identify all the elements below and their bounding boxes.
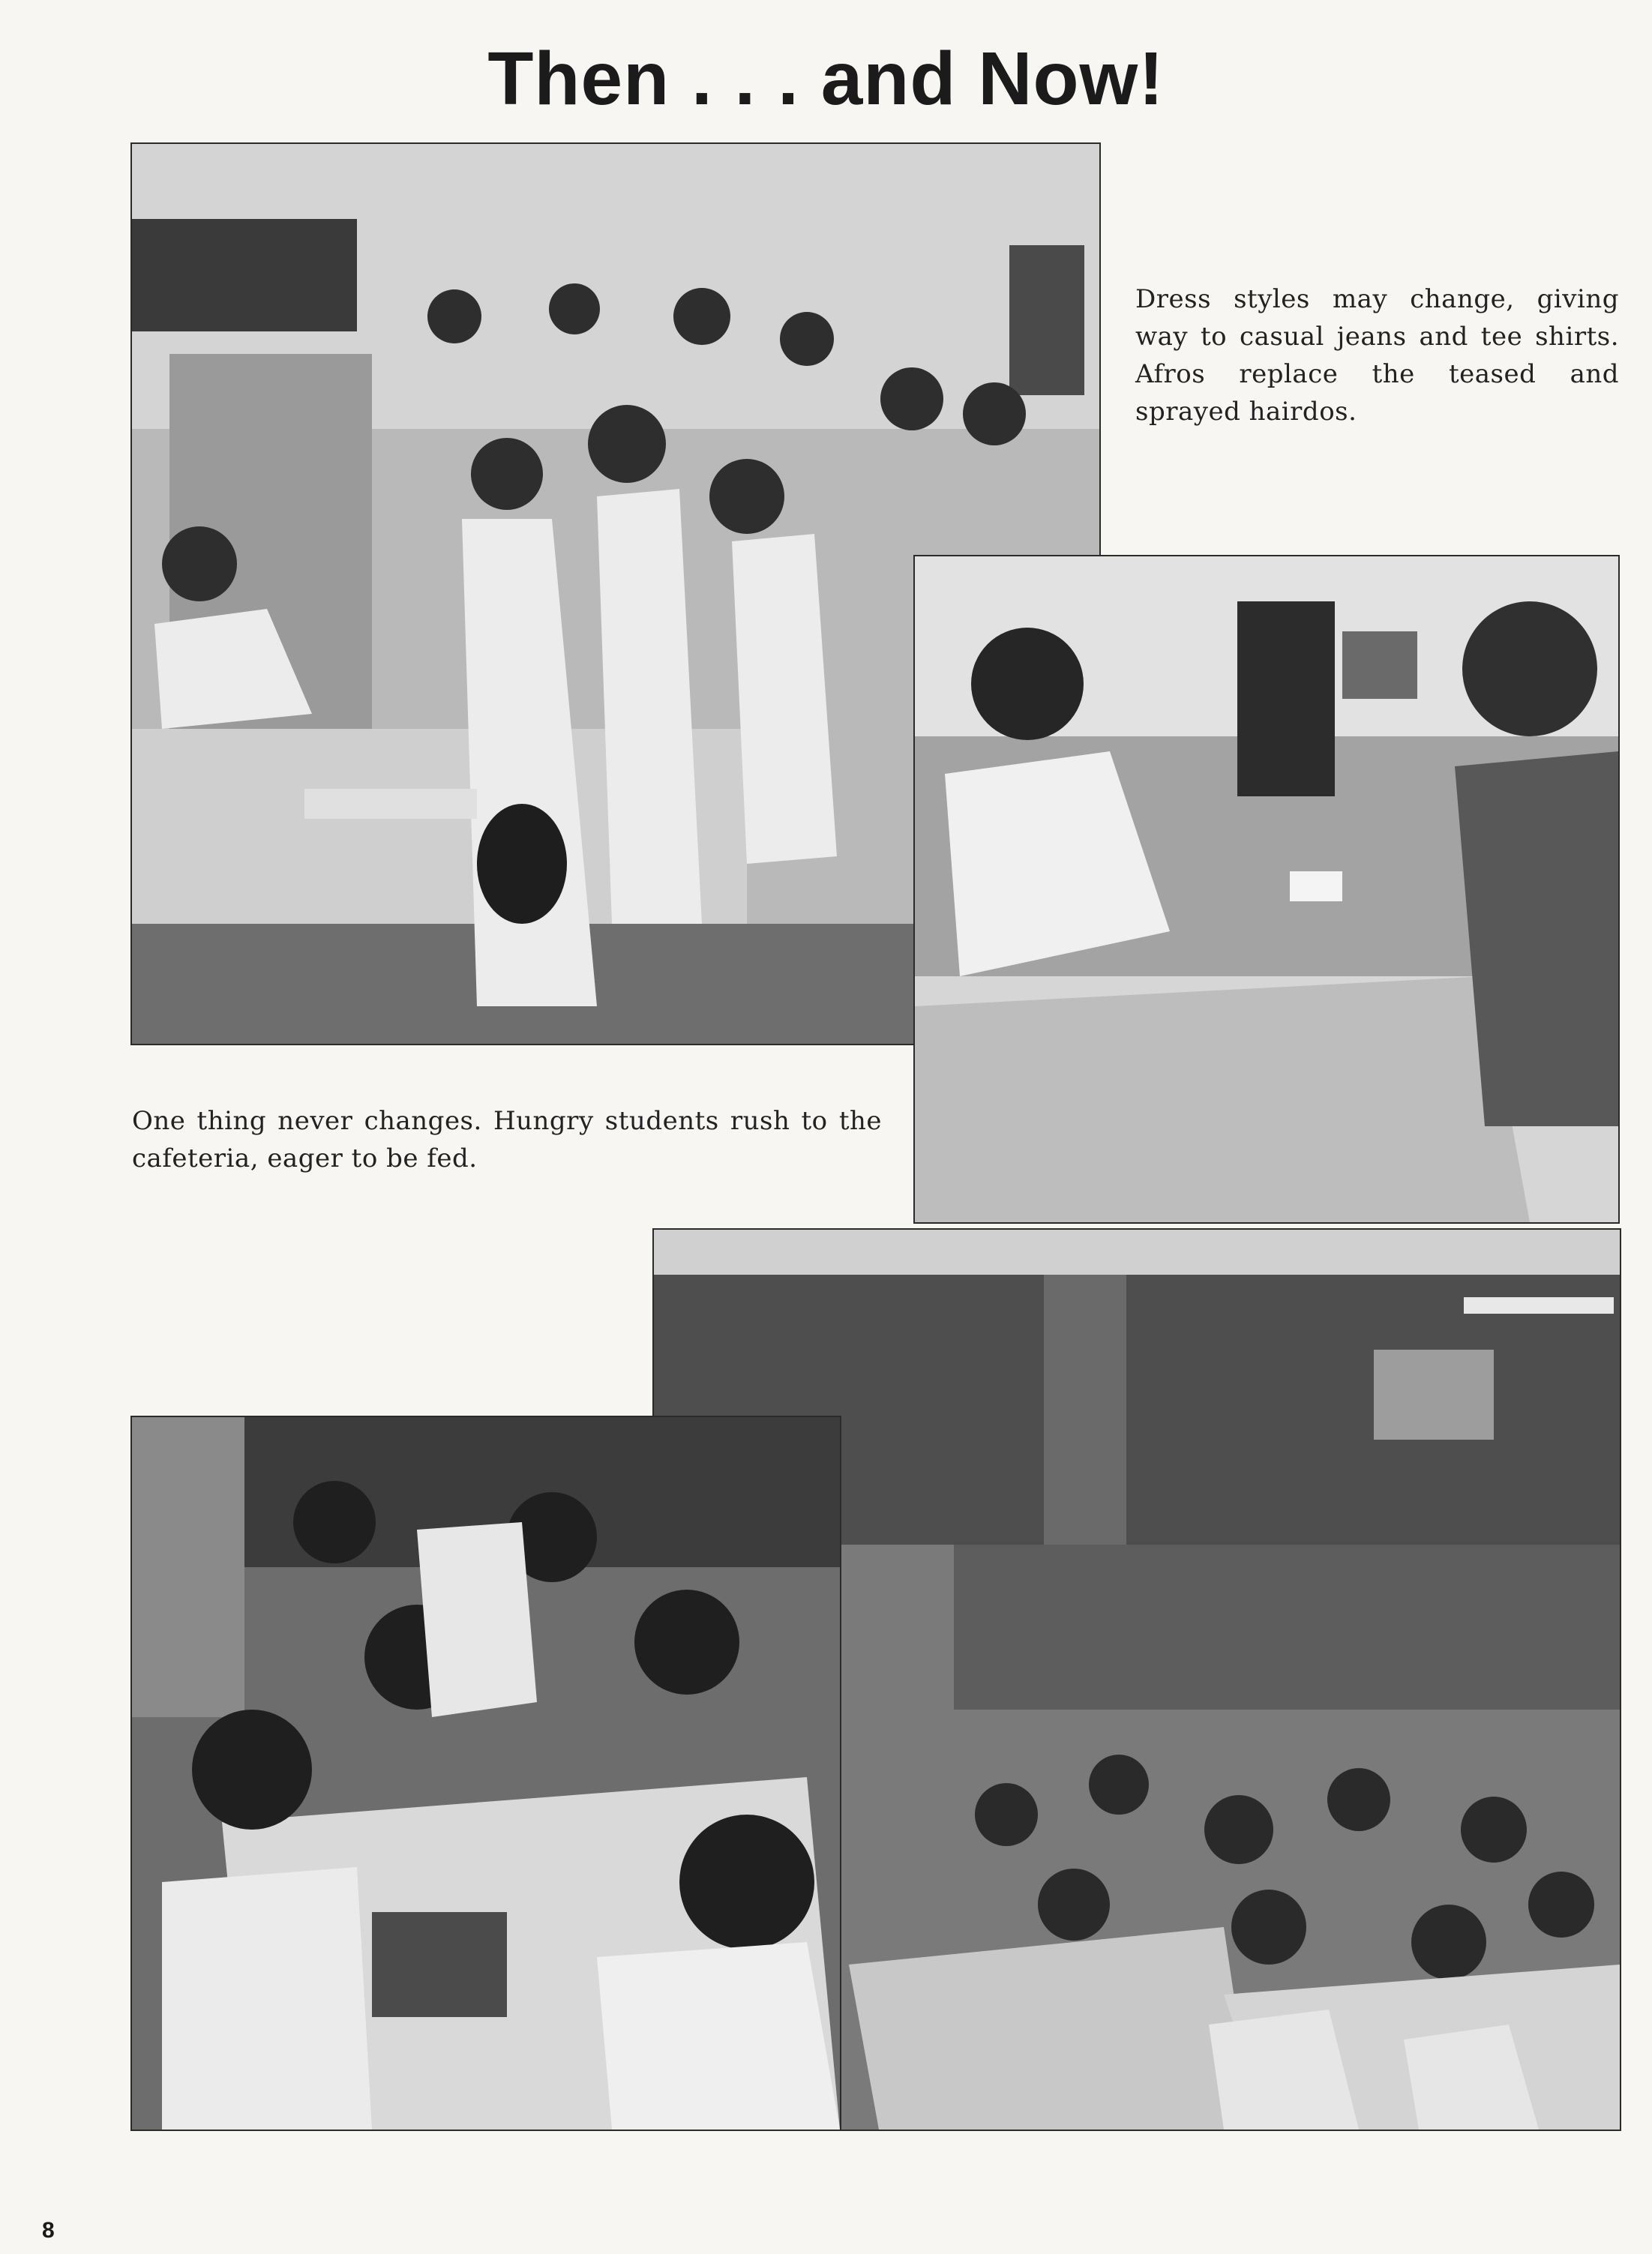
page-title: Then . . . and Now! <box>487 37 1165 121</box>
photo-serving-counter <box>915 556 1618 1222</box>
page-number: 8 <box>42 2218 55 2243</box>
photo-students-eating <box>132 1417 840 2130</box>
caption-never-changes: One thing never changes. Hungry students rush to the cafeteria, eager to be fed. <box>132 1106 882 1173</box>
caption-dress-styles: Dress styles may change, giving way to casual jeans and tee shirts. Afros replace the teased and sprayed hairdos. <box>1135 284 1619 427</box>
